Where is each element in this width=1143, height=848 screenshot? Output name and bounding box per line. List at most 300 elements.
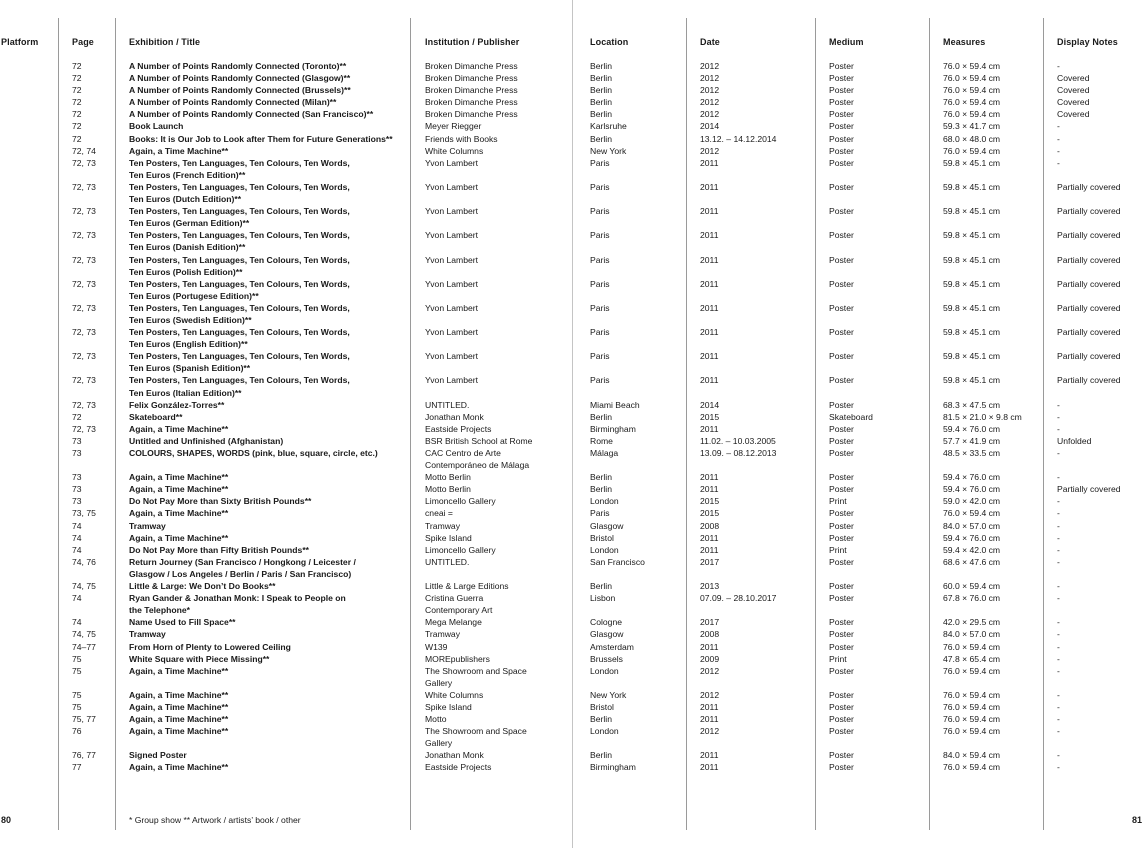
cell-measures: 81.5 × 21.0 × 9.8 cm [943,411,1022,422]
table-row [0,302,1143,326]
cell-medium: Poster [829,701,854,712]
cell-location: Málaga [590,448,619,458]
cell-notes: - [1057,508,1060,519]
cell-location: London [590,544,619,555]
table-row [0,145,1143,157]
cell-location: Rome [590,435,613,446]
cell-title: Ten Posters, Ten Languages, Ten Colours, Ten Words, [129,206,350,217]
cell-location: Berlin [590,97,612,108]
cell-notes: - [1057,61,1060,71]
cell-institution: UNTITLED. [425,399,470,410]
cell-title: Name Used to Fill Space** [129,617,236,628]
cell-location: New York [590,145,627,156]
cell-date: 2012 [700,726,720,737]
cell-date: 2015 [700,411,720,422]
cell-measures: 60.0 × 59.4 cm [943,581,1001,592]
cell-notes: - [1057,532,1060,543]
cell-title: Ten Euros (Italian Edition)** [129,387,242,398]
cell-institution: Jonathan Monk [425,411,484,422]
cell-institution: Yvon Lambert [425,302,479,313]
cell-measures: 76.0 × 59.4 cm [943,508,1001,519]
cell-date: 2011 [700,327,719,338]
cell-institution: The Showroom and Space [425,726,527,737]
cell-notes: - [1057,617,1060,628]
header-date: Date [700,37,720,47]
cell-title: Ten Posters, Ten Languages, Ten Colours, Ten Words, [129,230,350,241]
cell-notes: - [1057,133,1060,144]
cell-measures: 59.4 × 76.0 cm [943,532,1001,543]
cell-page: 72 [72,97,82,108]
cell-institution: Gallery [425,738,453,749]
cell-measures: 48.5 × 33.5 cm [943,448,1001,458]
cell-notes: - [1057,496,1060,507]
cell-institution: Spike Island [425,532,472,543]
cell-date: 2011 [700,375,719,386]
cell-measures: 84.0 × 57.0 cm [943,520,1001,531]
cell-medium: Poster [829,448,854,458]
cell-measures: 67.8 × 76.0 cm [943,593,1001,604]
cell-page: 76 [72,726,82,737]
cell-measures: 59.0 × 42.0 cm [943,496,1001,507]
cell-notes: Covered [1057,109,1090,120]
cell-page: 72 [72,85,82,96]
cell-page: 74, 75 [72,581,96,592]
cell-title: A Number of Points Randomly Connected (Milan)** [129,97,337,108]
header-page: Page [72,37,94,47]
cell-location: Berlin [590,85,612,96]
cell-notes: Partially covered [1057,484,1121,495]
cell-location: Berlin [590,750,612,761]
cell-location: Karlsruhe [590,121,627,132]
cell-title: Again, a Time Machine** [129,472,229,483]
cell-medium: Poster [829,593,854,604]
cell-medium: Poster [829,423,854,434]
cell-page: 72, 73 [72,278,96,289]
cell-title: Ten Posters, Ten Languages, Ten Colours, Ten Words, [129,302,350,313]
cell-page: 73 [72,496,82,507]
cell-location: London [590,726,619,737]
cell-measures: 42.0 × 29.5 cm [943,617,1001,628]
cell-medium: Poster [829,61,854,71]
cell-medium: Poster [829,97,854,108]
cell-institution: Limoncello Gallery [425,496,496,507]
cell-date: 2008 [700,520,720,531]
cell-page: 72 [72,61,82,71]
cell-notes: - [1057,520,1060,531]
cell-institution: UNTITLED. [425,556,470,567]
cell-title: Again, a Time Machine** [129,508,229,519]
cell-medium: Poster [829,556,854,567]
cell-date: 2012 [700,97,720,108]
cell-title: White Square with Piece Missing** [129,653,270,664]
table-row [0,689,1143,701]
cell-notes: - [1057,157,1060,168]
cell-title: Ten Posters, Ten Languages, Ten Colours, Ten Words, [129,375,350,386]
cell-title: Again, a Time Machine** [129,701,229,712]
cell-institution: BSR British School at Rome [425,435,533,446]
cell-institution: Yvon Lambert [425,351,479,362]
cell-medium: Poster [829,714,854,725]
cell-medium: Poster [829,532,854,543]
table-row [0,628,1143,640]
cell-measures: 59.8 × 45.1 cm [943,327,1001,338]
cell-page: 72 [72,133,82,144]
cell-title: Ten Euros (Spanish Edition)** [129,363,251,374]
cell-location: Berlin [590,411,612,422]
cell-notes: - [1057,653,1060,664]
cell-title: Tramway [129,520,166,531]
cell-medium: Poster [829,435,854,446]
table-row [0,520,1143,532]
cell-notes: - [1057,121,1060,132]
cell-date: 2014 [700,399,720,410]
cell-institution: Yvon Lambert [425,254,479,265]
cell-page: 77 [72,762,82,773]
cell-medium: Poster [829,73,854,84]
cell-title: Signed Poster [129,750,187,761]
cell-title: Return Journey (San Francisco / Hongkong / Leicester / [129,556,356,567]
cell-notes: - [1057,689,1060,700]
cell-measures: 59.8 × 45.1 cm [943,206,1001,217]
cell-medium: Poster [829,629,854,640]
cell-notes: - [1057,544,1060,555]
cell-measures: 84.0 × 59.4 cm [943,750,1001,761]
cell-institution: Spike Island [425,701,472,712]
cell-date: 11.02. – 10.03.2005 [700,435,776,446]
cell-medium: Poster [829,157,854,168]
cell-institution: Yvon Lambert [425,206,479,217]
cell-measures: 59.8 × 45.1 cm [943,351,1001,362]
cell-medium: Poster [829,399,854,410]
cell-medium: Print [829,496,847,507]
cell-location: London [590,665,619,676]
header-medium: Medium [829,37,864,47]
cell-medium: Poster [829,375,854,386]
cell-medium: Poster [829,121,854,132]
cell-date: 2017 [700,617,720,628]
cell-institution: Broken Dimanche Press [425,85,518,96]
header-measures: Measures [943,37,986,47]
cell-notes: - [1057,145,1060,156]
table-row [0,447,1143,471]
cell-location: New York [590,689,627,700]
cell-notes: Partially covered [1057,302,1121,313]
cell-notes: - [1057,399,1060,410]
footnote: * Group show ** Artwork / artists’ book / other [129,815,301,825]
cell-page: 72, 73 [72,157,96,168]
header-platform: Platform [1,37,39,47]
cell-notes: Partially covered [1057,254,1121,265]
header-title: Exhibition / Title [129,37,201,47]
cell-title: Ten Euros (Swedish Edition)** [129,314,252,325]
table-row [0,120,1143,132]
cell-institution: Gallery [425,677,453,688]
cell-page: 72, 73 [72,230,96,241]
cell-measures: 76.0 × 59.4 cm [943,73,1001,84]
cell-date: 2013 [700,581,720,592]
cell-title: Book Launch [129,121,184,132]
cell-institution: Jonathan Monk [425,750,484,761]
table-row [0,181,1143,205]
cell-measures: 76.0 × 59.4 cm [943,726,1001,737]
cell-title: Felix González-Torres** [129,399,225,410]
cell-location: Paris [590,254,610,265]
cell-measures: 59.8 × 45.1 cm [943,375,1001,386]
cell-location: Berlin [590,109,612,120]
cell-notes: - [1057,593,1060,604]
cell-page: 73, 75 [72,508,96,519]
table-row [0,544,1143,556]
cell-title: Ten Posters, Ten Languages, Ten Colours, Ten Words, [129,327,350,338]
cell-institution: Little & Large Editions [425,581,509,592]
cell-measures: 59.4 × 76.0 cm [943,484,1001,495]
cell-page: 74 [72,544,82,555]
cell-notes: Partially covered [1057,230,1121,241]
cell-page: 74 [72,593,82,604]
cell-title: Ten Posters, Ten Languages, Ten Colours, Ten Words, [129,254,350,265]
table-row [0,72,1143,84]
cell-measures: 76.0 × 59.4 cm [943,61,1001,71]
cell-institution: Meyer Riegger [425,121,482,132]
cell-date: 2011 [700,181,719,192]
cell-title: Ten Posters, Ten Languages, Ten Colours, Ten Words, [129,157,350,168]
cell-measures: 59.4 × 42.0 cm [943,544,1001,555]
cell-medium: Poster [829,327,854,338]
page-number-left: 80 [1,815,12,825]
cell-measures: 59.8 × 45.1 cm [943,278,1001,289]
cell-date: 2011 [700,484,719,495]
cell-title: Untitled and Unfinished (Afghanistan) [129,435,284,446]
cell-measures: 68.0 × 48.0 cm [943,133,1001,144]
cell-page: 75 [72,665,82,676]
cell-medium: Poster [829,762,854,773]
cell-institution: MOREpublishers [425,653,490,664]
cell-medium: Poster [829,750,854,761]
table-row [0,616,1143,628]
cell-measures: 76.0 × 59.4 cm [943,701,1001,712]
cell-location: Paris [590,157,610,168]
cell-location: Paris [590,508,610,519]
cell-institution: Motto [425,714,447,725]
cell-date: 2012 [700,145,720,156]
cell-date: 2011 [700,230,719,241]
cell-page: 72, 73 [72,327,96,338]
table-row [0,108,1143,120]
cell-date: 2012 [700,665,720,676]
cell-institution: Broken Dimanche Press [425,73,518,84]
cell-title: Again, a Time Machine** [129,423,229,434]
cell-date: 2009 [700,653,720,664]
cell-institution: W139 [425,641,448,652]
cell-notes: Partially covered [1057,278,1121,289]
cell-notes: - [1057,726,1060,737]
cell-measures: 59.8 × 45.1 cm [943,157,1001,168]
cell-title: Tramway [129,629,166,640]
cell-title: Ten Euros (French Edition)** [129,169,246,180]
cell-measures: 76.0 × 59.4 cm [943,689,1001,700]
cell-title: Again, a Time Machine** [129,714,229,725]
cell-page: 73 [72,472,82,483]
cell-institution: Motto Berlin [425,484,471,495]
cell-medium: Print [829,544,847,555]
cell-location: Paris [590,375,610,386]
cell-measures: 59.4 × 76.0 cm [943,472,1001,483]
table-row [0,592,1143,616]
cell-institution: Yvon Lambert [425,278,479,289]
cell-page: 72, 73 [72,423,96,434]
cell-notes: Unfolded [1057,435,1092,446]
cell-measures: 76.0 × 59.4 cm [943,641,1001,652]
header-institution: Institution / Publisher [425,37,520,47]
cell-measures: 76.0 × 59.4 cm [943,97,1001,108]
cell-title: Ten Euros (Danish Edition)** [129,242,246,253]
cell-date: 2011 [700,544,719,555]
cell-institution: Broken Dimanche Press [425,97,518,108]
cell-measures: 59.4 × 76.0 cm [943,423,1001,434]
cell-title: Ten Euros (Polish Edition)** [129,266,243,277]
cell-measures: 59.3 × 41.7 cm [943,121,1001,132]
cell-date: 2011 [700,701,719,712]
cell-location: London [590,496,619,507]
cell-title: A Number of Points Randomly Connected (Brussels)** [129,85,351,96]
cell-title: Ten Euros (Portugese Edition)** [129,290,259,301]
table-row [0,556,1143,580]
table-row [0,641,1143,653]
cell-notes: - [1057,629,1060,640]
cell-title: Glasgow / Los Angeles / Berlin / Paris / San Francisco) [129,568,352,579]
cell-date: 2011 [700,302,719,313]
cell-location: Paris [590,278,610,289]
cell-medium: Poster [829,520,854,531]
cell-notes: - [1057,556,1060,567]
cell-medium: Poster [829,351,854,362]
cell-date: 2012 [700,689,720,700]
cell-measures: 59.8 × 45.1 cm [943,181,1001,192]
cell-date: 2011 [700,641,719,652]
cell-location: Cologne [590,617,623,628]
cell-location: Berlin [590,73,612,84]
cell-measures: 76.0 × 59.4 cm [943,109,1001,120]
table-row [0,713,1143,725]
cell-title: Ten Euros (German Edition)** [129,218,250,229]
cell-institution: Limoncello Gallery [425,544,496,555]
cell-medium: Poster [829,641,854,652]
cell-location: Berlin [590,472,612,483]
cell-page: 74–77 [72,641,96,652]
cell-notes: - [1057,472,1060,483]
table-row [0,254,1143,278]
cell-date: 2011 [700,532,719,543]
cell-location: Paris [590,181,610,192]
cell-page: 72 [72,121,82,132]
cell-title: Again, a Time Machine** [129,689,229,700]
cell-institution: Contemporáneo de Málaga [425,460,530,471]
table-row [0,580,1143,592]
page-number-right: 81 [1132,815,1143,825]
table-row [0,278,1143,302]
cell-measures: 76.0 × 59.4 cm [943,762,1001,773]
cell-institution: CAC Centro de Arte [425,448,501,458]
table-row [0,157,1143,181]
cell-location: Berlin [590,133,612,144]
cell-location: Berlin [590,714,612,725]
cell-location: San Francisco [590,556,645,567]
cell-date: 2012 [700,73,720,84]
cell-date: 2017 [700,556,720,567]
cell-title: Ryan Gander & Jonathan Monk: I Speak to People on [129,593,346,604]
table-row [0,761,1143,773]
cell-date: 2011 [700,714,719,725]
cell-page: 74 [72,520,82,531]
cell-page: 72, 73 [72,399,96,410]
cell-location: Bristol [590,532,614,543]
cell-notes: Partially covered [1057,351,1121,362]
cell-title: Again, a Time Machine** [129,762,229,773]
cell-notes: - [1057,714,1060,725]
cell-location: Birmingham [590,423,636,434]
cell-measures: 76.0 × 59.4 cm [943,714,1001,725]
cell-measures: 59.8 × 45.1 cm [943,302,1001,313]
table-row [0,96,1143,108]
cell-page: 74 [72,532,82,543]
cell-institution: Yvon Lambert [425,181,479,192]
cell-medium: Poster [829,109,854,120]
cell-date: 13.12. – 14.12.2014 [700,133,777,144]
cell-institution: Contemporary Art [425,605,493,616]
cell-medium: Poster [829,181,854,192]
cell-page: 72 [72,109,82,120]
table-row [0,507,1143,519]
cell-measures: 76.0 × 59.4 cm [943,145,1001,156]
cell-notes: - [1057,423,1060,434]
cell-date: 2011 [700,750,719,761]
cell-medium: Poster [829,617,854,628]
cell-location: Glasgow [590,629,624,640]
cell-institution: Yvon Lambert [425,230,479,241]
table-row [0,495,1143,507]
cell-medium: Poster [829,726,854,737]
cell-location: Paris [590,351,610,362]
header-location: Location [590,37,629,47]
cell-page: 75 [72,689,82,700]
cell-date: 2012 [700,109,720,120]
cell-medium: Poster [829,230,854,241]
cell-page: 74 [72,617,82,628]
table-row [0,532,1143,544]
table-row [0,701,1143,713]
cell-date: 2015 [700,496,720,507]
cell-notes: Partially covered [1057,327,1121,338]
cell-date: 13.09. – 08.12.2013 [700,448,777,458]
table-row [0,350,1143,374]
table-row [0,471,1143,483]
cell-measures: 47.8 × 65.4 cm [943,653,1001,664]
cell-institution: Yvon Lambert [425,375,479,386]
cell-title: Ten Euros (Dutch Edition)** [129,194,242,205]
cell-notes: - [1057,448,1060,458]
cell-institution: cneai = [425,508,453,519]
cell-notes: - [1057,581,1060,592]
cell-location: Berlin [590,484,612,495]
cell-title: Ten Posters, Ten Languages, Ten Colours, Ten Words, [129,278,350,289]
table-row [0,423,1143,435]
cell-page: 75 [72,653,82,664]
cell-page: 72, 73 [72,206,96,217]
cell-location: Glasgow [590,520,624,531]
cell-notes: Covered [1057,73,1090,84]
cell-medium: Poster [829,278,854,289]
cell-institution: The Showroom and Space [425,665,527,676]
